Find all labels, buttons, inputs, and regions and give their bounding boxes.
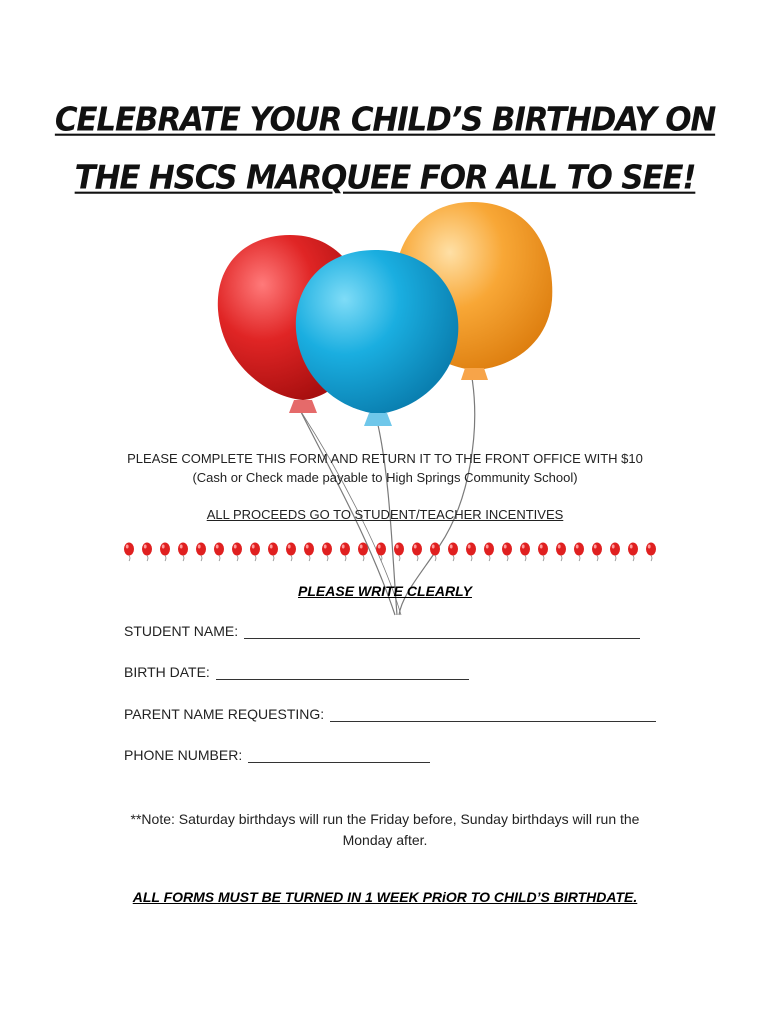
divider-balloon-icon [628, 543, 638, 562]
divider-balloon-icon [484, 543, 494, 562]
divider-balloon-icon [376, 543, 386, 562]
instructions-line-2: (Cash or Check made payable to High Springs Community School) [192, 470, 578, 485]
divider-balloon-icon [196, 543, 206, 562]
phone-number-line[interactable] [248, 750, 430, 763]
divider-balloon-icon [430, 543, 440, 562]
divider-balloon-icon [358, 543, 368, 562]
title-line-2: THE HSCS MARQUEE FOR ALL TO SEE! [74, 159, 696, 197]
note-line-2: Monday after. [342, 832, 428, 848]
phone-number-field[interactable] [124, 747, 430, 763]
divider-balloon-icon [340, 543, 350, 562]
divider-balloon-icon [322, 543, 332, 562]
divider-balloon-icon [304, 543, 314, 562]
title-line-1: CELEBRATE YOUR CHILD’S BIRTHDAY ON [54, 101, 716, 139]
balloon-strings [300, 378, 475, 615]
divider-balloon-icon [124, 543, 134, 562]
divider-balloon-icon [268, 543, 278, 562]
write-clearly-heading: PLEASE WRITE CLEARLY [298, 583, 472, 599]
divider-balloon-icon [592, 543, 602, 562]
divider-balloon-icon [556, 543, 566, 562]
divider-balloon-icon [448, 543, 458, 562]
phone-number-label: PHONE NUMBER: [124, 747, 243, 763]
deadline-notice: ALL FORMS MUST BE TURNED IN 1 WEEK PRiOR TO CHILD’S BIRTHDATE. [132, 889, 638, 905]
divider-balloon-icon [412, 543, 422, 562]
divider-balloon-icon [142, 543, 152, 562]
divider-balloon-icon [646, 543, 656, 562]
balloon-divider [120, 542, 660, 562]
proceeds-note: ALL PROCEEDS GO TO STUDENT/TEACHER INCENTIVES [206, 507, 564, 522]
divider-balloon-icon [286, 543, 296, 562]
birth-date-field[interactable] [124, 664, 469, 680]
divider-balloon-icon [610, 543, 620, 562]
student-name-label: STUDENT NAME: [124, 623, 239, 639]
parent-name-label: PARENT NAME REQUESTING: [124, 706, 325, 722]
divider-balloon-icon [160, 543, 170, 562]
divider-balloon-icon [502, 543, 512, 562]
birth-date-line[interactable] [216, 667, 469, 680]
divider-balloon-icon [214, 543, 224, 562]
note-line-1: **Note: Saturday birthdays will run the Friday before, Sunday birthdays will run the [130, 811, 640, 827]
student-name-line[interactable] [244, 626, 640, 639]
divider-balloon-icon [394, 543, 404, 562]
divider-balloon-icon [574, 543, 584, 562]
divider-balloon-icon [250, 543, 260, 562]
divider-balloon-icon [538, 543, 548, 562]
parent-name-field[interactable] [124, 706, 656, 722]
divider-balloon-icon [232, 543, 242, 562]
student-name-field[interactable] [124, 623, 640, 639]
divider-balloon-icon [178, 543, 188, 562]
divider-balloon-icon [520, 543, 530, 562]
divider-balloon-icon [466, 543, 476, 562]
birth-date-label: BIRTH DATE: [124, 664, 210, 680]
blue-balloon [296, 250, 459, 426]
parent-name-line[interactable] [330, 709, 656, 722]
instructions-line-1: PLEASE COMPLETE THIS FORM AND RETURN IT TO THE FRONT OFFICE WITH $10 [127, 451, 643, 466]
